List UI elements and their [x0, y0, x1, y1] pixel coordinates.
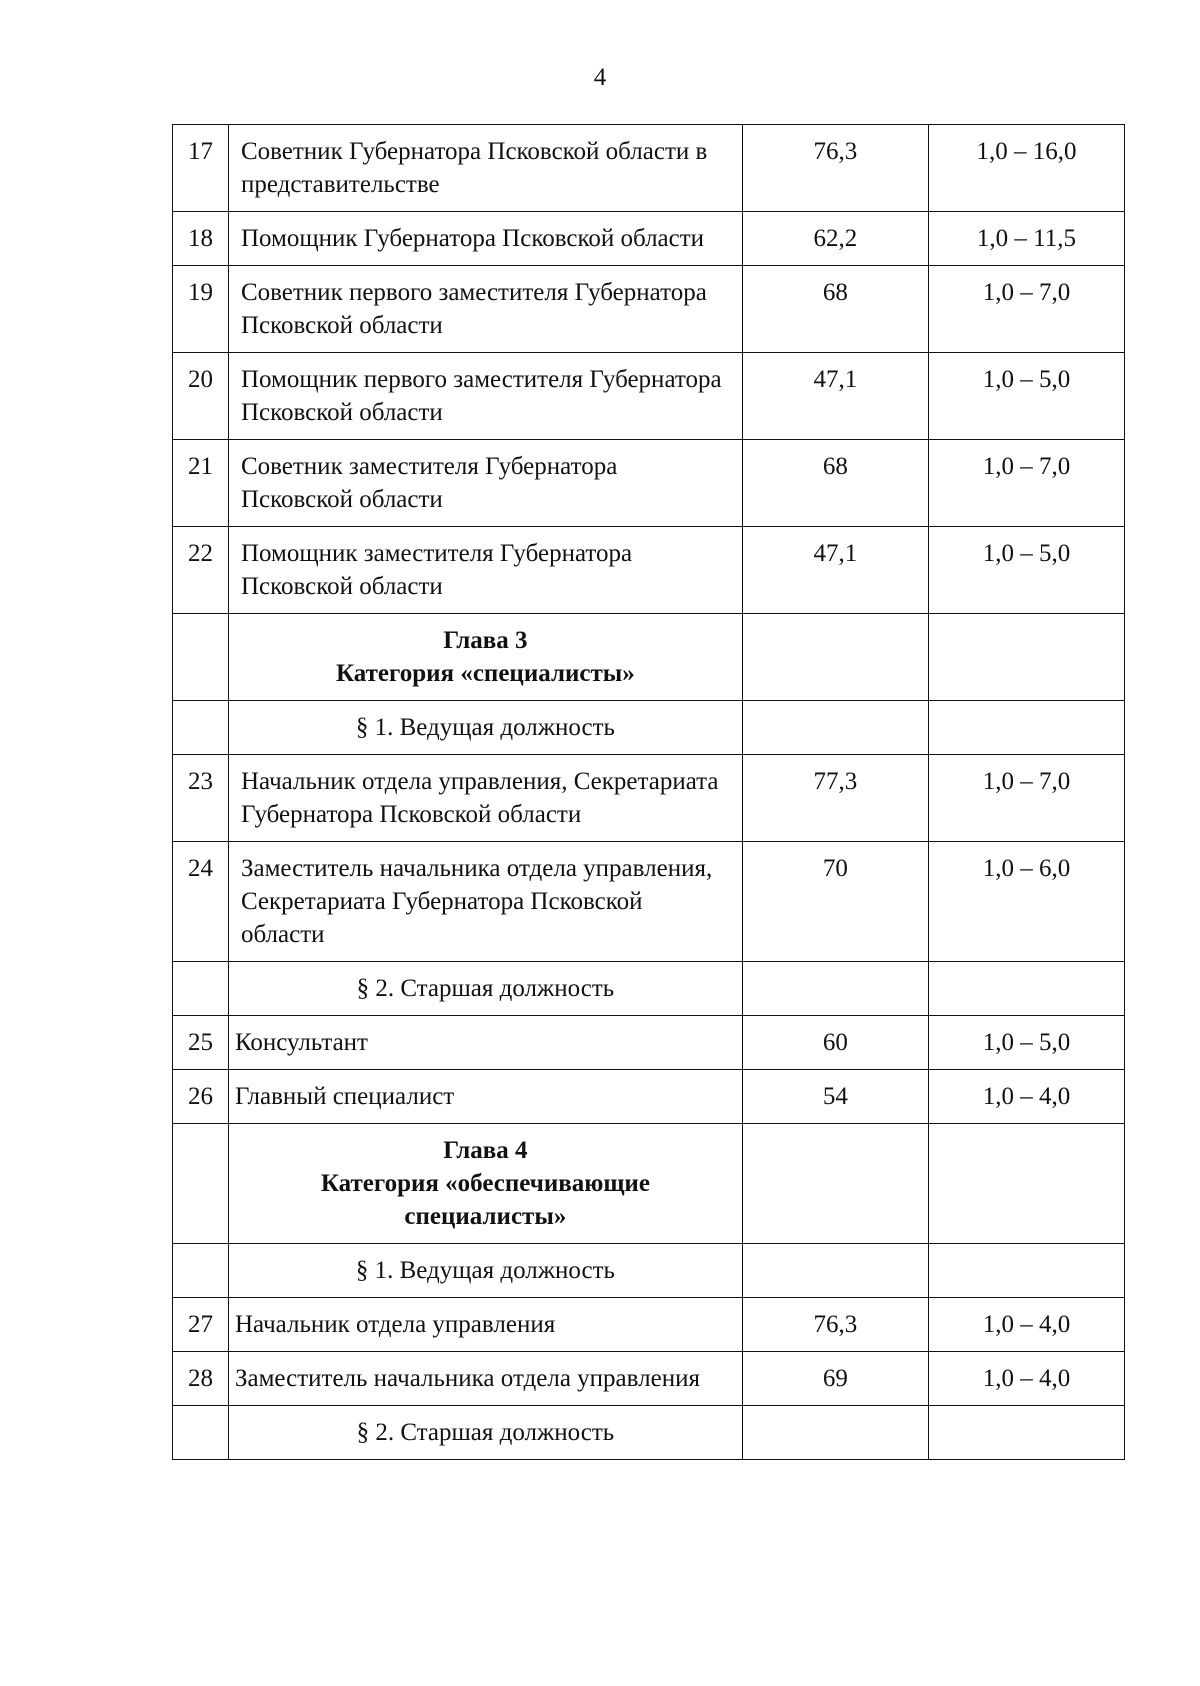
- row-number: 20: [173, 353, 229, 440]
- position-range: 1,0 – 16,0: [928, 125, 1124, 212]
- table-row: [173, 1070, 1125, 1124]
- empty-cell: [173, 1406, 229, 1460]
- chapter-title: Глава 4: [443, 1137, 528, 1164]
- position-coefficient: 60: [742, 1016, 928, 1070]
- row-number: 19: [173, 266, 229, 353]
- position-coefficient: 54: [742, 1070, 928, 1124]
- position-range: 1,0 – 7,0: [928, 440, 1124, 527]
- position-name: Заместитель начальника отдела управления, Секретариата Губернатора Псковской области: [228, 842, 742, 962]
- position-range: 1,0 – 4,0: [928, 1352, 1124, 1406]
- section-header-row: [173, 701, 1125, 755]
- position-range: 1,0 – 7,0: [928, 266, 1124, 353]
- table-row: [173, 1352, 1125, 1406]
- row-number: 25: [173, 1016, 229, 1070]
- section-heading: § 1. Ведущая должность: [228, 701, 742, 755]
- chapter-category: Категория «обеспечивающие специалисты»: [320, 1170, 650, 1230]
- position-name: Начальник отдела управления, Секретариата Губернатора Псковской области: [228, 755, 742, 842]
- table-row: [173, 125, 1125, 212]
- position-coefficient: 69: [742, 1352, 928, 1406]
- position-coefficient: 68: [742, 266, 928, 353]
- empty-cell: [742, 1406, 928, 1460]
- position-name: Советник первого заместителя Губернатора Псковской области: [228, 266, 742, 353]
- table-row: [173, 440, 1125, 527]
- position-coefficient: 76,3: [742, 125, 928, 212]
- empty-cell: [742, 1124, 928, 1244]
- empty-cell: [742, 962, 928, 1016]
- position-range: 1,0 – 5,0: [928, 527, 1124, 614]
- section-header-row: [173, 962, 1125, 1016]
- position-range: 1,0 – 4,0: [928, 1070, 1124, 1124]
- empty-cell: [928, 1406, 1124, 1460]
- empty-cell: [742, 701, 928, 755]
- empty-cell: [928, 962, 1124, 1016]
- chapter-category: Категория «специалисты»: [335, 660, 635, 687]
- section-header-row: [173, 1244, 1125, 1298]
- position-range: 1,0 – 7,0: [928, 755, 1124, 842]
- section-heading: § 2. Старшая должность: [228, 962, 742, 1016]
- position-name: Консультант: [228, 1016, 742, 1070]
- table-row: [173, 1298, 1125, 1352]
- chapter-heading: [228, 1124, 742, 1244]
- table-row: [173, 212, 1125, 266]
- empty-cell: [928, 614, 1124, 701]
- position-range: 1,0 – 5,0: [928, 1016, 1124, 1070]
- chapter-header-row: [173, 1124, 1125, 1244]
- empty-cell: [742, 1244, 928, 1298]
- empty-cell: [928, 1244, 1124, 1298]
- row-number: 22: [173, 527, 229, 614]
- section-header-row: [173, 1406, 1125, 1460]
- position-coefficient: 76,3: [742, 1298, 928, 1352]
- chapter-header-row: [173, 614, 1125, 701]
- empty-cell: [928, 1124, 1124, 1244]
- row-number: 26: [173, 1070, 229, 1124]
- row-number: 23: [173, 755, 229, 842]
- chapter-title: Глава 3: [443, 627, 528, 654]
- position-range: 1,0 – 5,0: [928, 353, 1124, 440]
- position-range: 1,0 – 11,5: [928, 212, 1124, 266]
- row-number: 24: [173, 842, 229, 962]
- table-row: [173, 1016, 1125, 1070]
- empty-cell: [173, 614, 229, 701]
- positions-table-body: [173, 125, 1125, 1460]
- position-name: Помощник первого заместителя Губернатора Псковской области: [228, 353, 742, 440]
- positions-table: [172, 124, 1125, 1460]
- position-coefficient: 70: [742, 842, 928, 962]
- position-coefficient: 62,2: [742, 212, 928, 266]
- table-row: [173, 755, 1125, 842]
- empty-cell: [173, 1244, 229, 1298]
- position-name: Помощник заместителя Губернатора Псковской области: [228, 527, 742, 614]
- position-range: 1,0 – 4,0: [928, 1298, 1124, 1352]
- position-name: Советник Губернатора Псковской области в представительстве: [228, 125, 742, 212]
- row-number: 17: [173, 125, 229, 212]
- position-coefficient: 47,1: [742, 353, 928, 440]
- position-coefficient: 77,3: [742, 755, 928, 842]
- empty-cell: [173, 701, 229, 755]
- position-name: Начальник отдела управления: [228, 1298, 742, 1352]
- row-number: 21: [173, 440, 229, 527]
- row-number: 28: [173, 1352, 229, 1406]
- section-heading: § 2. Старшая должность: [228, 1406, 742, 1460]
- table-row: [173, 842, 1125, 962]
- chapter-heading: [228, 614, 742, 701]
- position-coefficient: 68: [742, 440, 928, 527]
- position-name: Помощник Губернатора Псковской области: [228, 212, 742, 266]
- section-heading: § 1. Ведущая должность: [228, 1244, 742, 1298]
- empty-cell: [928, 701, 1124, 755]
- position-name: Главный специалист: [228, 1070, 742, 1124]
- position-coefficient: 47,1: [742, 527, 928, 614]
- position-name: Советник заместителя Губернатора Псковской области: [228, 440, 742, 527]
- table-row: [173, 527, 1125, 614]
- empty-cell: [173, 962, 229, 1016]
- empty-cell: [742, 614, 928, 701]
- page-number: 4: [593, 64, 607, 91]
- empty-cell: [173, 1124, 229, 1244]
- row-number: 27: [173, 1298, 229, 1352]
- table-row: [173, 353, 1125, 440]
- position-range: 1,0 – 6,0: [928, 842, 1124, 962]
- position-name: Заместитель начальника отдела управления: [228, 1352, 742, 1406]
- row-number: 18: [173, 212, 229, 266]
- table-row: [173, 266, 1125, 353]
